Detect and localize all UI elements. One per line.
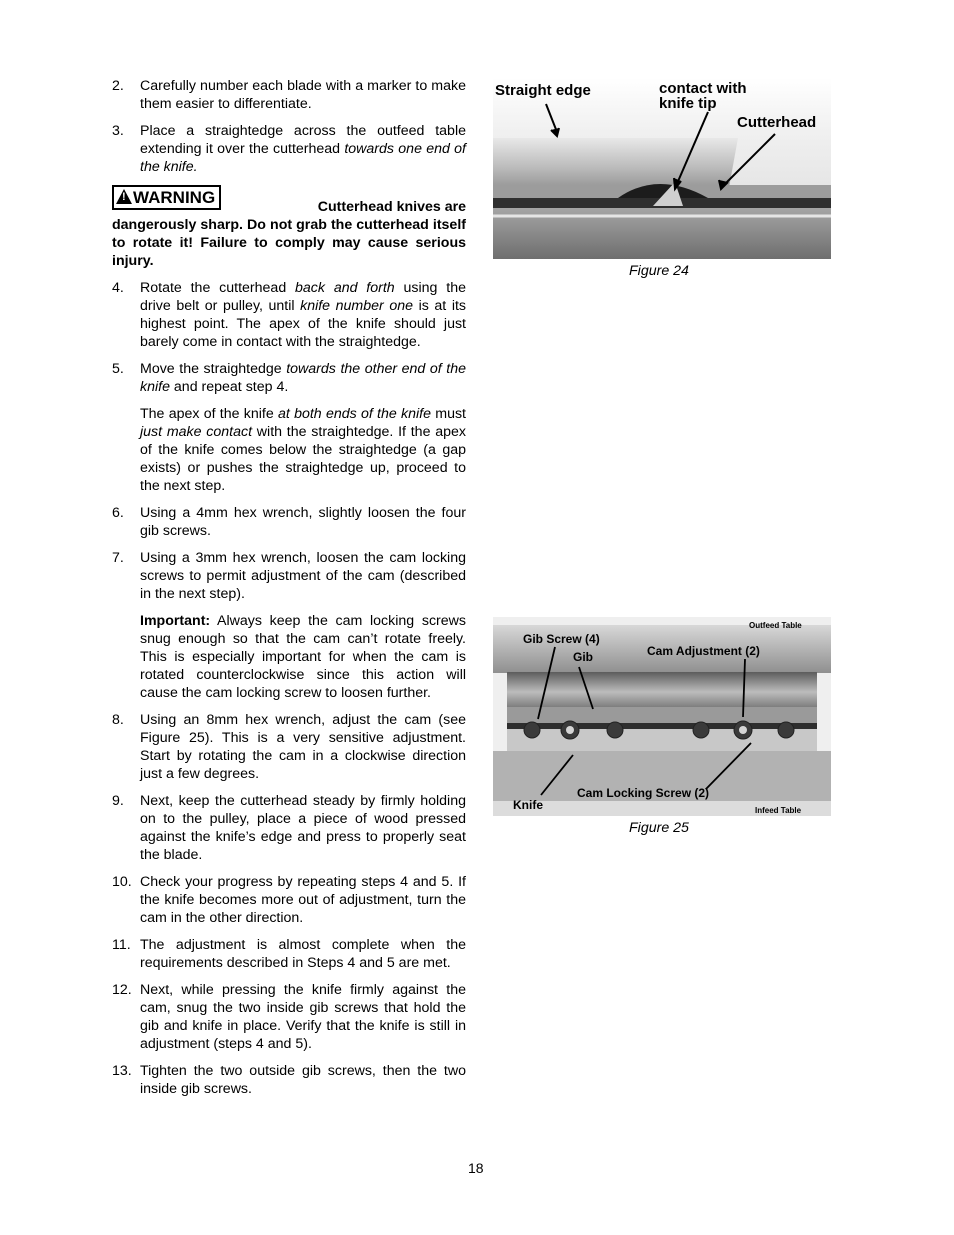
step-text: Tighten the two outside gib screws, then the two inside gib screws.: [140, 1063, 466, 1097]
step-number: 8.: [112, 712, 124, 728]
step-text: The adjustment is almost complete when the requirements described in Steps 4 and 5 are met.: [140, 937, 466, 971]
warning-text: dangerously sharp. Do not grab the cutterhead itself to rotate it! Failure to comply may cause serious injury.: [112, 217, 466, 269]
step-2: [112, 77, 466, 113]
step-3: [112, 122, 466, 176]
step-text: Carefully number each blade with a marker to make them easier to differentiate.: [140, 78, 466, 112]
step-number: 9.: [112, 793, 124, 809]
label-knife: Knife: [513, 798, 543, 812]
step-number: 11.: [112, 937, 131, 953]
step-text: Next, while pressing the knife firmly against the cam, snug the two inside gib screws that hold the gib and knife in place. Verify that the knife is still in adjustment (steps 4 and 5).: [140, 982, 466, 1052]
step-5-note: The apex of the knife at both ends of the knife must just make contact with the straightedge. If the apex of the knife comes below the straightedge (a gap exists) or pushes the straightedge up, proceed to the next step.: [140, 406, 466, 494]
label-contact-line1: contact with: [659, 80, 747, 97]
step-number: 13.: [112, 1063, 132, 1079]
figure-25-caption: Figure 25: [629, 820, 689, 836]
label-outfeed-table: Outfeed Table: [749, 621, 802, 630]
label-straight-edge: Straight edge: [495, 82, 591, 99]
page-number: 18: [468, 1160, 484, 1176]
step-number: 4.: [112, 280, 124, 296]
label-cam-locking-screw: Cam Locking Screw (2): [577, 786, 710, 800]
figure-25-photo: [493, 617, 831, 816]
step-text: Move the straightedge towards the other end of the knife and repeat step 4.: [140, 361, 466, 395]
label-gib-screw: Gib Screw (4): [523, 632, 600, 646]
step-number: 10.: [112, 874, 132, 890]
label-contact-line2: knife tip: [659, 95, 717, 112]
warning-notice: [112, 185, 466, 270]
step-7: [112, 549, 466, 603]
label-infeed-table: Infeed Table: [755, 806, 802, 815]
step-5: [112, 360, 466, 396]
important-note: Important: Always keep the cam locking screws snug enough so that the cam can’t rotate freely. This is especially important for when the cam is rotated counterclockwise since this action will cause the cam locking screw to loosen further.: [140, 613, 466, 701]
step-text: Using a 3mm hex wrench, loosen the cam locking screws to permit adjustment of the cam (described in the next step).: [140, 550, 466, 602]
step-number: 7.: [112, 550, 124, 566]
step-number: 2.: [112, 78, 124, 94]
step-number: 3.: [112, 123, 124, 139]
step-text: Check your progress by repeating steps 4 and 5. If the knife becomes more out of adjustment, turn the cam in the other direction.: [140, 874, 466, 926]
step-text: Using an 8mm hex wrench, adjust the cam (see Figure 25). This is a very sensitive adjustment. Start by rotating the cam in a clockwise direction just a few degrees.: [140, 712, 466, 782]
step-6: [112, 504, 466, 540]
step-number: 6.: [112, 505, 124, 521]
step-10: [112, 873, 466, 927]
step-number: 12.: [112, 982, 132, 998]
step-4: [112, 279, 466, 351]
warning-line1: Cutterhead knives are: [317, 199, 466, 215]
step-8: [112, 711, 466, 783]
warning-triangle-icon: [116, 189, 132, 204]
step-11: [112, 936, 466, 972]
step-text: Next, keep the cutterhead steady by firmly holding on to the pulley, place a piece of wood pressed against the knife’s edge and press to properly seat the blade.: [140, 793, 466, 863]
label-gib: Gib: [573, 650, 593, 664]
step-9: [112, 792, 466, 864]
figure-24-caption: Figure 24: [629, 263, 689, 279]
step-12: [112, 981, 466, 1053]
step-text: Rotate the cutterhead back and forth using the drive belt or pulley, until knife number one is at its highest point. The apex of the knife should just barely come in contact with the straightedge.: [140, 280, 467, 350]
label-cam-adjustment: Cam Adjustment (2): [647, 644, 760, 658]
step-number: 5.: [112, 361, 124, 377]
step-13: [112, 1062, 466, 1098]
warning-badge: !WARNING: [112, 185, 221, 210]
instructions-column: [112, 77, 466, 1107]
figure-24-photo: [493, 78, 831, 259]
label-cutterhead: Cutterhead: [737, 114, 817, 131]
step-text: Place a straightedge across the outfeed table extending it over the cutterhead towards one end of the knife.: [140, 123, 466, 175]
step-text: Using a 4mm hex wrench, slightly loosen the four gib screws.: [140, 505, 466, 539]
